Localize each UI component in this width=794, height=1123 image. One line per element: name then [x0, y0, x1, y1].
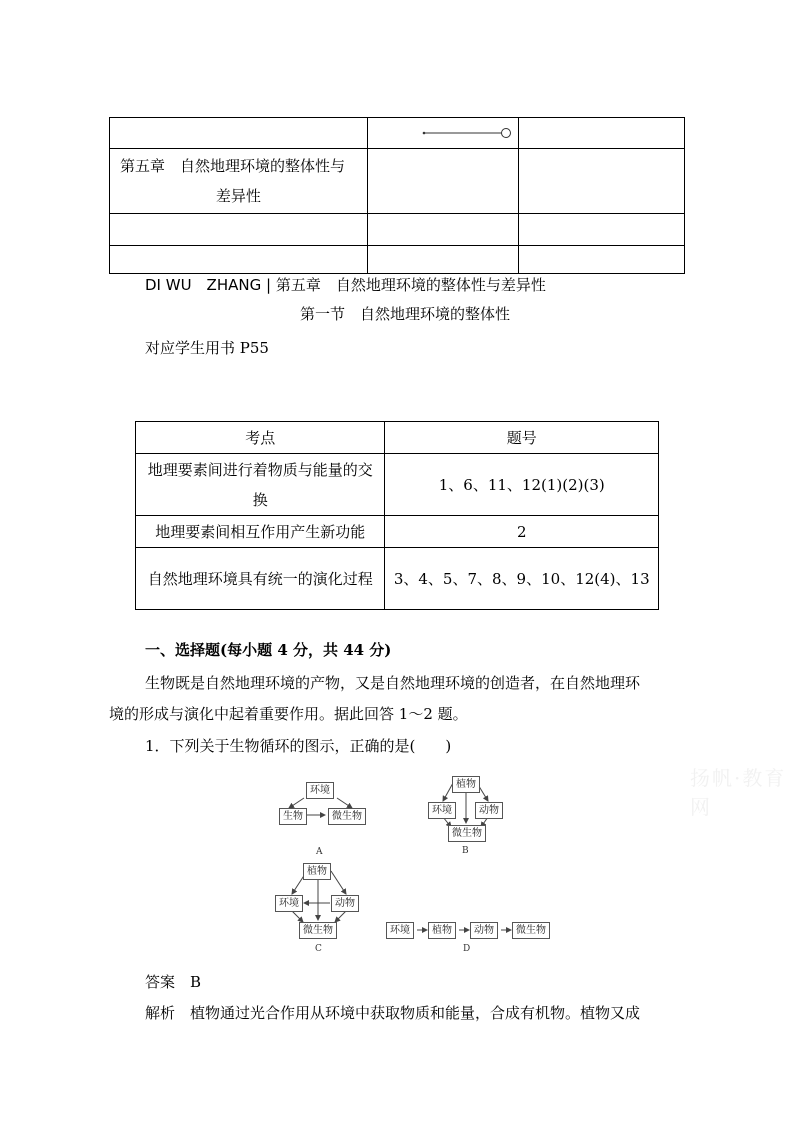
table-header-topic: 考点	[136, 422, 385, 454]
diagram-c-caption: C	[315, 944, 322, 954]
diagram-a-env: 环境	[306, 782, 334, 799]
diagram-a-micro: 微生物	[328, 808, 366, 825]
diagram-b-animal: 动物	[475, 802, 503, 819]
diagram-d-plant: 植物	[428, 922, 456, 939]
book-reference: 对应学生用书 P55	[145, 339, 269, 357]
answer: 答案 B	[145, 973, 202, 991]
diagram-c-animal: 动物	[331, 895, 359, 912]
diagram-d-env: 环境	[386, 922, 414, 939]
topic-cell: 自然地理环境具有统一的演化过程	[136, 548, 385, 610]
watermark: 扬帆·教育网	[690, 766, 787, 819]
diagram-c-plant: 植物	[303, 863, 331, 880]
section-heading: 一、选择题(每小题 4 分，共 44 分)	[145, 641, 392, 659]
diagram-d-micro: 微生物	[512, 922, 550, 939]
numbers-cell: 2	[385, 516, 659, 548]
diagram-a-caption: A	[316, 847, 323, 857]
analysis: 解析 植物通过光合作用从环境中获取物质和能量，合成有机物。植物又成	[145, 1004, 641, 1022]
chapter-title-line2: 差异性	[215, 187, 261, 205]
table-header-numbers: 题号	[385, 422, 659, 454]
chapter-title-line1: 第五章 自然地理环境的整体性与	[120, 157, 346, 175]
diagram-b-plant: 植物	[452, 776, 480, 793]
diagram-b-micro: 微生物	[448, 825, 486, 842]
section-title: 第一节 自然地理环境的整体性	[300, 305, 511, 323]
numbers-cell: 1、6、11、12(1)(2)(3)	[385, 454, 659, 516]
numbers-cell: 3、4、5、7、8、9、10、12(4)、13	[385, 548, 659, 610]
running-head: DI WU ZHANG | 第五章 自然地理环境的整体性与差异性	[145, 276, 546, 294]
topic-cell: 地理要素间进行着物质与能量的交换	[136, 454, 385, 516]
intro-line2: 境的形成与演化中起着重要作用。据此回答 1～2 题。	[109, 705, 468, 723]
diagram-c-micro: 微生物	[299, 922, 337, 939]
diagram-d-animal: 动物	[470, 922, 498, 939]
running-head-chapter: 第五章 自然地理环境的整体性与差异性	[275, 276, 546, 294]
diagram-b-env: 环境	[428, 802, 456, 819]
diagram-c-env: 环境	[275, 895, 303, 912]
topic-cell: 地理要素间相互作用产生新功能	[136, 516, 385, 548]
diagram-b-caption: B	[462, 846, 469, 856]
question-1: 1．下列关于生物循环的图示，正确的是( )	[145, 737, 452, 755]
intro-line1: 生物既是自然地理环境的产物，又是自然地理环境的创造者，在自然地理环	[145, 674, 641, 692]
diagram-a-bio: 生物	[279, 808, 307, 825]
diagram-d-caption: D	[463, 944, 471, 954]
running-head-pinyin: DI WU ZHANG	[145, 276, 262, 294]
